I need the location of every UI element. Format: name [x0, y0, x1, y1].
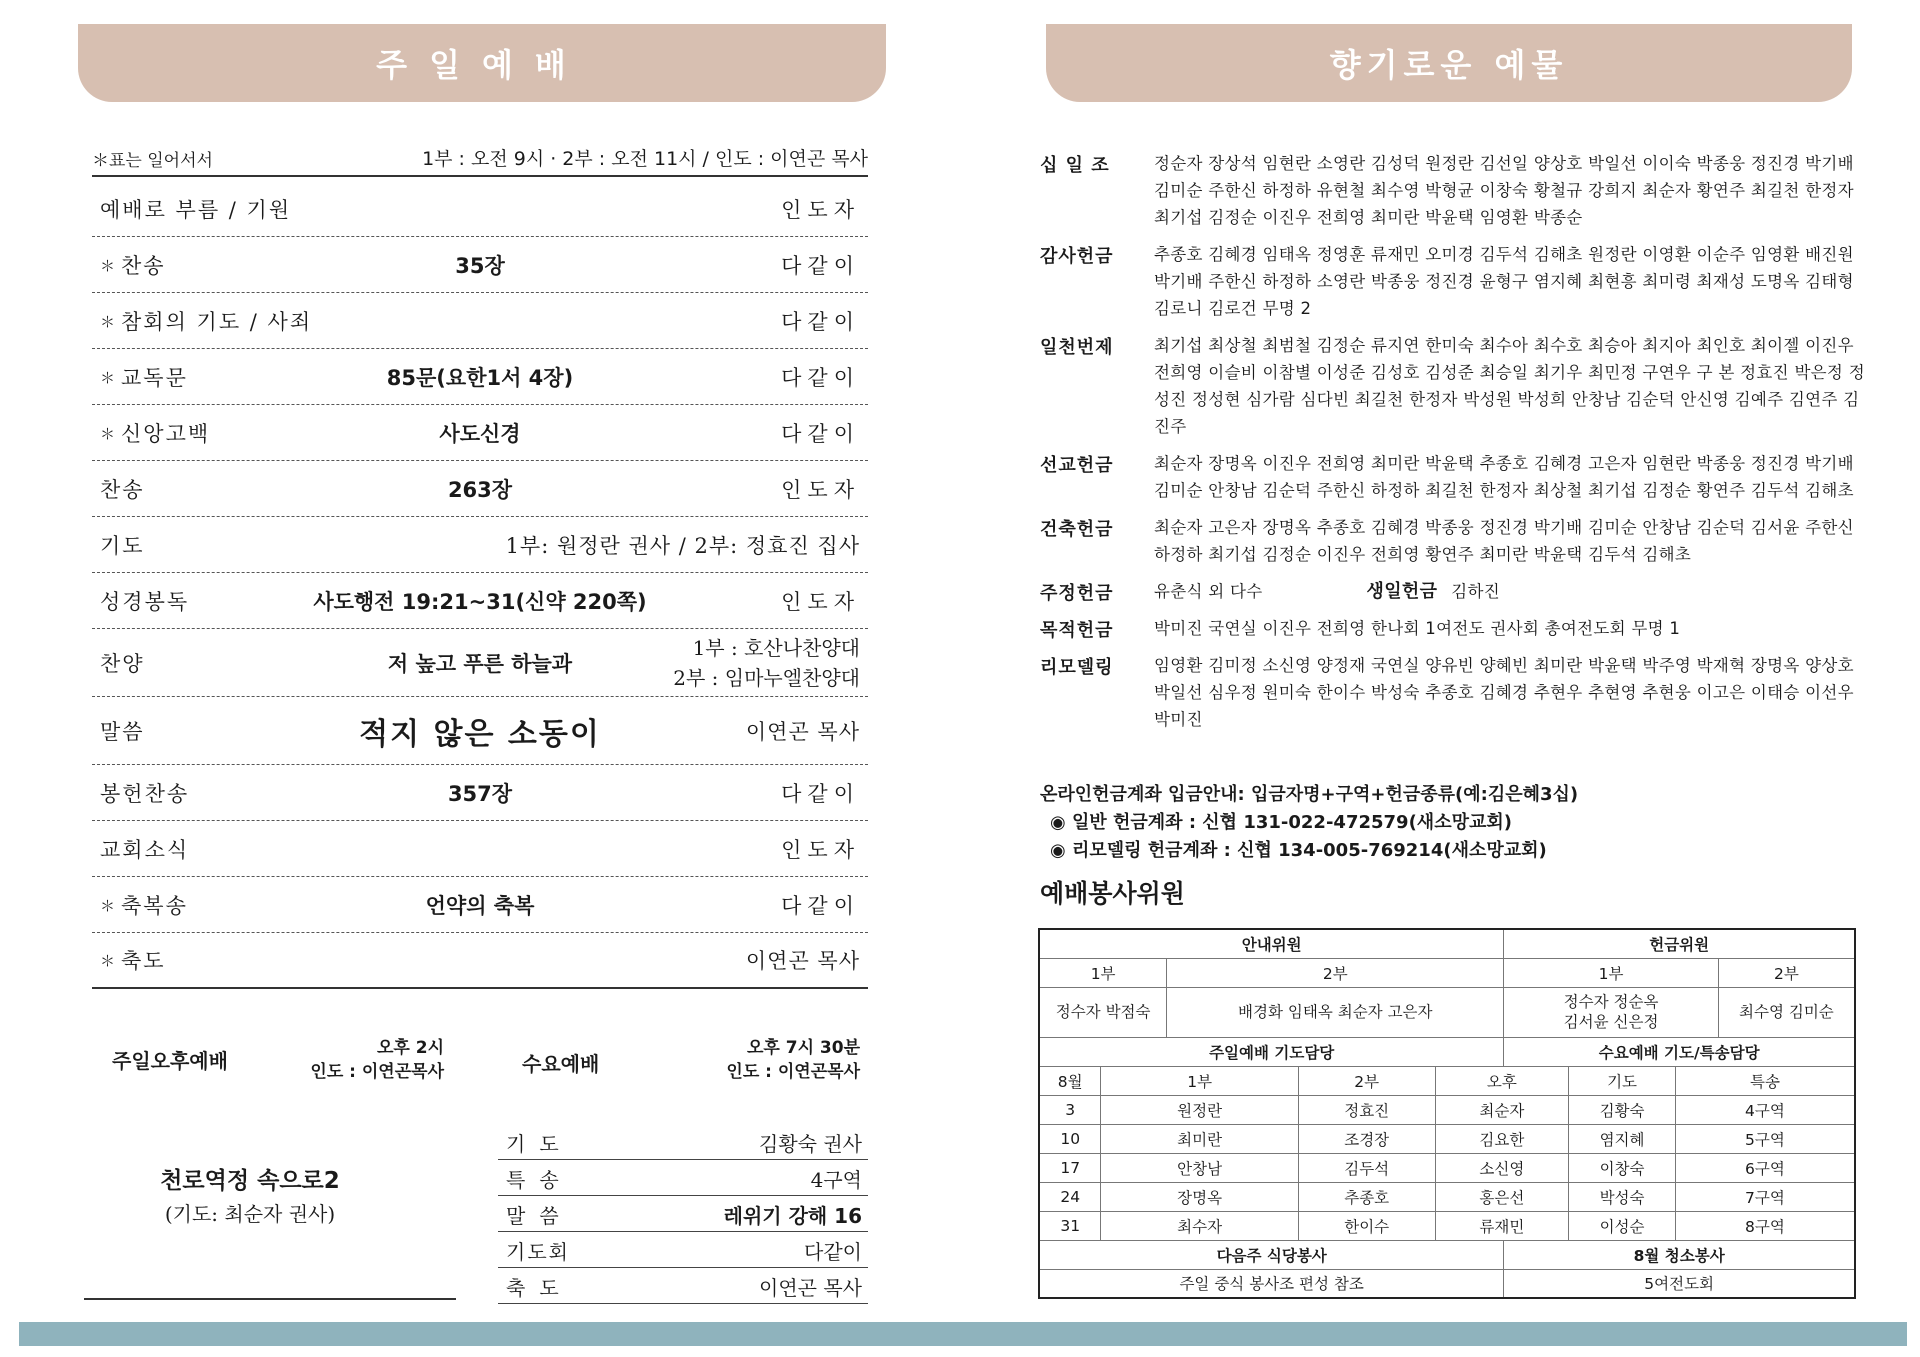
service-item-label: 축도	[121, 949, 166, 973]
offering-category: 리모델링	[1040, 657, 1114, 678]
service-item-label: 기도	[100, 533, 145, 558]
service-leader: 다같이	[781, 365, 860, 390]
service-leader: 다같이	[781, 893, 860, 918]
service-detail: 85문(요한1서 4장)	[386, 365, 574, 390]
schedule-cell-pm: 류재민	[1435, 1211, 1569, 1240]
offering-category: 주정헌금	[1040, 583, 1114, 604]
offering-row	[1040, 332, 1870, 440]
schedule-row	[1039, 1124, 1855, 1153]
service-times: 1부 : 오전 9시 · 2부 : 오전 11시 / 인도 : 이연곤 목사	[422, 148, 868, 170]
wednesday-row-value: 다같이	[804, 1240, 862, 1264]
schedule-cell-special: 4구역	[1675, 1095, 1855, 1124]
service-item	[100, 530, 145, 560]
service-row	[92, 293, 868, 349]
service-leader: 인도자	[781, 197, 860, 222]
schedule-cell-bu2: 정효진	[1298, 1095, 1435, 1124]
birthday-offering-label: 생일헌금	[1366, 581, 1438, 602]
service-row	[92, 517, 868, 573]
service-leader: 인도자	[781, 837, 860, 862]
service-item-label: 찬송	[100, 477, 145, 502]
offering-row	[1040, 615, 1870, 642]
offerings-header: 향기로운 예물	[1046, 24, 1852, 102]
schedule-cell-day: 10	[1039, 1124, 1101, 1153]
service-item-label: 찬양	[100, 651, 145, 676]
afternoon-time: 오후 2시	[376, 1038, 444, 1058]
schedule-row	[1039, 1153, 1855, 1182]
standing-mark-icon: ＊	[100, 424, 118, 443]
schedule-row	[1039, 1095, 1855, 1124]
service-leader: 인도자	[781, 477, 860, 502]
wednesday-order	[498, 1124, 868, 1304]
service-leader: 인도자	[781, 589, 860, 614]
bank-guide: 온라인헌금계좌 입금안내: 입금자명+구역+헌금종류(예:김은혜3십)	[1040, 784, 1579, 805]
order-of-service	[92, 181, 868, 989]
afternoon-service-info	[280, 1036, 444, 1084]
service-row	[92, 237, 868, 293]
meal-service-value: 주일 중식 봉사조 편성 참조	[1039, 1269, 1504, 1298]
offering-row	[1040, 241, 1870, 322]
standing-note: ＊표는 일어서서	[92, 151, 213, 171]
schedule-cell-pm: 최순자	[1435, 1095, 1569, 1124]
wednesday-row-label: 기도	[506, 1132, 573, 1156]
offering-names	[1154, 241, 1870, 322]
service-leader: 다같이	[781, 781, 860, 806]
schedule-cell-bu2: 추종호	[1298, 1182, 1435, 1211]
service-row	[92, 573, 868, 629]
usher-part1-label: 1부	[1039, 958, 1167, 987]
offering-category: 십 일 조	[1040, 155, 1110, 176]
offering-part1-names	[1504, 987, 1718, 1037]
offering-names-text: 최기섭 최상철 최범철 김정순 류지연 한미숙 최수아 최수호 최승아 최지아 최인호 최이젤 이진우 전희영 이슬비 이참별 이성준 김성호 김성준 최승일 최기우 최민정 구연우 구 본 정효진 박은정 정성진 정성현 심가람 심다빈 최길천 한정자 박성원 박성희 안창남 김순덕 안신영 김예주 김연주 김진주	[1154, 336, 1865, 436]
wednesday-row-value: 레위기 강해 16	[723, 1204, 862, 1228]
choir-1: 1부 : 호산나찬양대	[692, 636, 860, 660]
offering-category: 감사헌금	[1040, 246, 1114, 267]
offering-names-text: 최순자 장명옥 이진우 전희영 최미란 박윤택 추종호 김혜경 고은자 임현란 박종웅 정진경 박기배 김미순 안창남 김순덕 주한신 하정하 최길천 한정자 최상철 최기섭 김정순 황연주 김두석 김해초	[1154, 454, 1854, 500]
service-item-label: 교회소식	[100, 837, 190, 862]
col-1bu: 1부	[1101, 1066, 1298, 1095]
standing-mark-icon: ＊	[100, 312, 118, 331]
service-item-label: 성경봉독	[100, 589, 190, 614]
offering-names	[1154, 514, 1870, 568]
schedule-row	[1039, 1182, 1855, 1211]
schedule-cell-pm: 홍은선	[1435, 1182, 1569, 1211]
schedule-cell-bu1: 안창남	[1101, 1153, 1298, 1182]
schedule-cell-pm: 소신영	[1435, 1153, 1569, 1182]
service-leader: 다같이	[781, 421, 860, 446]
service-leader: 다같이	[781, 309, 860, 334]
schedule-row	[1039, 1211, 1855, 1240]
service-item-label: 예배로 부름 / 기원	[100, 197, 292, 222]
wednesday-row-value: 이연곤 목사	[759, 1276, 862, 1300]
offering-names-text: 추종호 김혜경 임태옥 정영훈 류재민 오미경 김두석 김해초 원정란 이영환 이순주 임영환 배진원 박기배 주한신 하정하 소영란 박종웅 정진경 윤형구 염지혜 최현흥 최미령 최재성 도명옥 김태형 김로니 김로건 무명 2	[1154, 245, 1854, 318]
service-leader: 이연곤 목사	[745, 719, 860, 744]
offering-category: 건축헌금	[1040, 519, 1114, 540]
col-pm: 오후	[1435, 1066, 1569, 1095]
service-item-label: 봉헌찬송	[100, 781, 190, 806]
service-item-label: 찬송	[121, 253, 166, 278]
month-label: 8월	[1039, 1066, 1101, 1095]
offering-names	[1154, 332, 1870, 440]
schedule-cell-bu1: 최수자	[1101, 1211, 1298, 1240]
afternoon-sermon-title: 천로역정 속으로2	[160, 1168, 340, 1194]
schedule-cell-day: 31	[1039, 1211, 1101, 1240]
offering-names	[1154, 450, 1870, 504]
wednesday-row	[498, 1160, 868, 1196]
service-item	[100, 194, 291, 224]
service-item-label: 교독문	[121, 365, 188, 390]
wednesday-row-label: 기도회	[506, 1240, 570, 1264]
service-item	[100, 834, 189, 864]
schedule-cell-bu1: 최미란	[1101, 1124, 1298, 1153]
meal-service-header: 다음주 식당봉사	[1039, 1240, 1504, 1269]
offering-row	[1040, 578, 1870, 605]
service-times-bar	[92, 143, 868, 177]
service-detail: 35장	[455, 253, 505, 278]
usher-header: 안내위원	[1039, 929, 1504, 958]
offering-row	[1040, 514, 1870, 568]
choirs	[673, 633, 860, 693]
offering-names-text: 박미진 국연실 이진우 전희영 한나회 1여전도 권사회 총여전도회 무명 1	[1154, 619, 1681, 638]
offering-part1-line1: 정수자 정순옥	[1563, 993, 1659, 1011]
offering-category: 선교헌금	[1040, 455, 1114, 476]
birthday-offering-names: 김하진	[1451, 582, 1501, 601]
wednesday-row	[498, 1124, 868, 1160]
afternoon-leader: 인도 : 이연곤목사	[310, 1062, 444, 1082]
service-detail: 적지 않은 소동이	[359, 716, 601, 752]
afternoon-prayer: (기도: 최순자 권사)	[164, 1202, 336, 1226]
offering-category: 목적헌금	[1040, 620, 1114, 641]
offering-committee-header: 헌금위원	[1504, 929, 1855, 958]
offering-names	[1154, 652, 1870, 733]
service-row	[92, 181, 868, 237]
choir-2: 2부 : 임마누엘찬양대	[673, 666, 860, 690]
standing-mark-icon: ＊	[100, 256, 118, 275]
service-leader: 1부: 원정란 권사 / 2부: 정효진 집사	[505, 533, 860, 558]
standing-mark-icon: ＊	[100, 952, 118, 970]
offering-part2-label: 2부	[1718, 958, 1855, 987]
service-row	[92, 349, 868, 405]
service-item-label: 축복송	[121, 893, 188, 918]
offering-names	[1154, 150, 1870, 231]
schedule-cell-bu2: 한이수	[1298, 1211, 1435, 1240]
schedule-cell-day: 24	[1039, 1182, 1101, 1211]
schedule-cell-bu2: 조경장	[1298, 1124, 1435, 1153]
schedule-cell-day: 17	[1039, 1153, 1101, 1182]
offering-part1-label: 1부	[1504, 958, 1718, 987]
schedule-cell-special: 8구역	[1675, 1211, 1855, 1240]
wednesday-row-value: 4구역	[810, 1168, 862, 1192]
schedule-body	[1039, 1095, 1855, 1240]
serve-committee-title: 예배봉사위원	[1040, 879, 1185, 908]
service-row	[92, 697, 868, 765]
offering-names	[1154, 578, 1870, 605]
offering-part2-names: 최수영 김미순	[1718, 987, 1855, 1037]
schedule-cell-prayer: 김황숙	[1569, 1095, 1676, 1124]
sunday-prayer-header: 주일예배 기도담당	[1039, 1037, 1504, 1066]
schedule-cell-prayer: 박성숙	[1569, 1182, 1676, 1211]
service-item	[100, 945, 166, 975]
service-row	[92, 461, 868, 517]
service-detail: 사도신경	[439, 421, 521, 446]
footer-bar	[19, 1322, 1907, 1346]
offering-names-text: 정순자 장상석 임현란 소영란 김성덕 원정란 김선일 양상호 박일선 이이숙 박종웅 정진경 박기배 김미순 주한신 하정하 유현철 최수영 박형균 이창숙 황철규 강희지 최순자 황연주 최길천 한정자 최기섭 김정순 이진우 전희영 최미란 박윤택 임영환 박종순	[1154, 154, 1854, 227]
service-row	[92, 405, 868, 461]
wednesday-time: 오후 7시 30분	[746, 1038, 860, 1058]
schedule-cell-pm: 김요한	[1435, 1124, 1569, 1153]
offering-row	[1040, 150, 1870, 231]
wednesday-row	[498, 1232, 868, 1268]
schedule-cell-special: 7구역	[1675, 1182, 1855, 1211]
schedule-cell-bu1: 장명옥	[1101, 1182, 1298, 1211]
service-item	[100, 306, 312, 336]
service-detail: 저 높고 푸른 하늘과	[387, 651, 573, 676]
offering-names	[1154, 615, 1870, 642]
offering-part1-line2: 김서윤 신은정	[1563, 1013, 1659, 1031]
service-row	[92, 877, 868, 933]
wednesday-row-label: 축도	[506, 1276, 573, 1300]
service-leader: 이연곤 목사	[745, 949, 860, 973]
col-prayer: 기도	[1569, 1066, 1676, 1095]
service-detail: 사도행전 19:21~31(신약 220쪽)	[313, 589, 647, 614]
service-item-label: 참회의 기도 / 사죄	[121, 309, 313, 334]
service-row	[92, 765, 868, 821]
service-detail: 언약의 축복	[425, 893, 535, 918]
wednesday-row-value: 김황숙 권사	[759, 1132, 862, 1156]
wednesday-prayer-header: 수요예배 기도/특송담당	[1504, 1037, 1855, 1066]
usher-part2-names: 배경화 임태옥 최순자 고은자	[1167, 987, 1504, 1037]
service-row	[92, 821, 868, 877]
wednesday-leader: 인도 : 이연곤목사	[726, 1062, 860, 1082]
service-row	[92, 933, 868, 989]
service-item-label: 신앙고백	[121, 421, 211, 446]
schedule-cell-prayer: 이창숙	[1569, 1153, 1676, 1182]
wednesday-row	[498, 1268, 868, 1304]
cleaning-value: 5여전도회	[1504, 1269, 1855, 1298]
offering-names-text: 유춘식 외 다수	[1154, 582, 1263, 601]
col-2bu: 2부	[1298, 1066, 1435, 1095]
service-detail: 357장	[447, 781, 513, 806]
service-detail: 263장	[447, 477, 513, 502]
schedule-cell-prayer: 염지혜	[1569, 1124, 1676, 1153]
offering-row	[1040, 652, 1870, 733]
usher-part1-names: 정수자 박점숙	[1039, 987, 1167, 1037]
offerings-list	[1040, 150, 1870, 743]
wednesday-row	[498, 1196, 868, 1232]
afternoon-service-title: 주일오후예배	[112, 1049, 228, 1073]
usher-part2-label: 2부	[1167, 958, 1504, 987]
offering-row	[1040, 450, 1870, 504]
service-leader: 다같이	[781, 253, 860, 278]
service-row	[92, 629, 868, 697]
offering-category: 일천번제	[1040, 337, 1114, 358]
wednesday-row-label: 특송	[506, 1168, 573, 1192]
wednesday-service-info	[700, 1036, 860, 1084]
schedule-cell-special: 5구역	[1675, 1124, 1855, 1153]
divider	[84, 1298, 456, 1300]
standing-mark-icon: ＊	[100, 896, 118, 915]
general-account: ◉ 일반 헌금계좌 : 신협 131-022-472579(새소망교회)	[1050, 812, 1512, 833]
schedule-cell-special: 6구역	[1675, 1153, 1855, 1182]
schedule-cell-bu1: 원정란	[1101, 1095, 1298, 1124]
schedule-cell-bu2: 김두석	[1298, 1153, 1435, 1182]
wednesday-service-title: 수요예배	[522, 1052, 600, 1076]
offering-names-text: 최순자 고은자 장명옥 추종호 김혜경 박종웅 정진경 박기배 김미순 안창남 김순덕 김서윤 주한신 하정하 최기섭 김정순 이진우 전희영 황연주 최미란 박윤택 김두석 김해초	[1154, 518, 1854, 564]
service-item-label: 말씀	[100, 719, 145, 744]
col-special: 특송	[1675, 1066, 1855, 1095]
sunday-worship-header: 주일예배	[78, 24, 886, 102]
serve-committee-table	[1038, 928, 1856, 1299]
schedule-cell-day: 3	[1039, 1095, 1101, 1124]
wednesday-row-label: 말씀	[506, 1204, 573, 1228]
schedule-cell-prayer: 이성순	[1569, 1211, 1676, 1240]
remodel-account: ◉ 리모델링 헌금계좌 : 신협 134-005-769214(새소망교회)	[1050, 840, 1547, 861]
cleaning-header: 8월 청소봉사	[1504, 1240, 1855, 1269]
offering-names-text: 임영환 김미정 소신영 양정재 국연실 양유빈 양혜빈 최미란 박윤택 박주영 박재혁 장명옥 양상호 박일선 심우정 원미숙 한이수 박성숙 추종호 김혜경 추현우 추현영 추현웅 이고은 이태승 이선우 박미진	[1154, 656, 1854, 729]
standing-mark-icon: ＊	[100, 368, 118, 387]
